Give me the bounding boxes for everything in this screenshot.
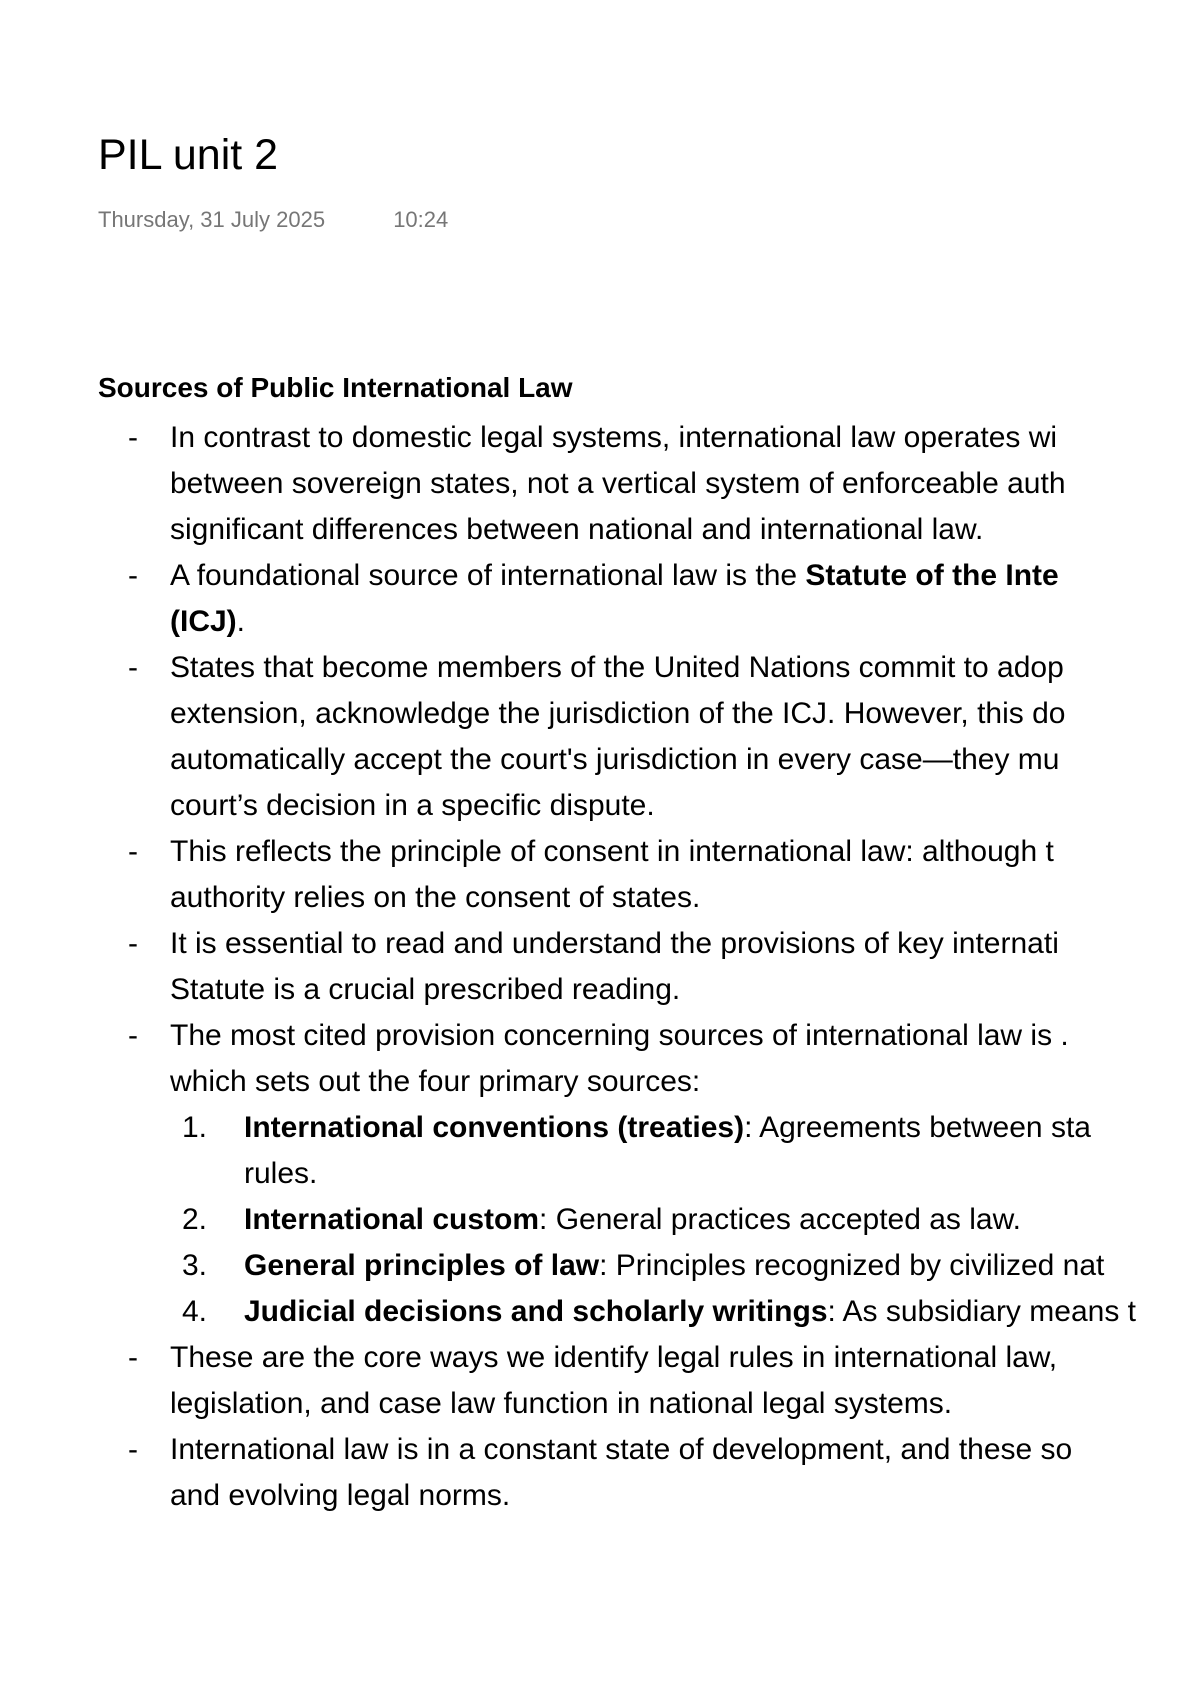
bullet-line: significant differences between national and international law. bbox=[170, 513, 984, 546]
bullet-marker: - bbox=[128, 559, 138, 592]
bullet-item bbox=[98, 553, 1200, 645]
bullet-line: International law is in a constant state of development, and these so bbox=[170, 1433, 1073, 1466]
bullet-marker: - bbox=[128, 421, 138, 454]
sources-list bbox=[98, 1105, 1200, 1335]
bullet-item bbox=[98, 415, 1200, 553]
bullet-line: Statute is a crucial prescribed reading. bbox=[170, 973, 681, 1006]
bullet-line: extension, acknowledge the jurisdiction of the ICJ. However, this do bbox=[170, 697, 1066, 730]
source-number: 1. bbox=[182, 1111, 208, 1144]
bullet-line: which sets out the four primary sources: bbox=[170, 1065, 701, 1098]
bullet-line bbox=[170, 599, 245, 645]
bullet-line: and evolving legal norms. bbox=[170, 1479, 511, 1512]
bullet-line: It is essential to read and understand the provisions of key internati bbox=[170, 927, 1059, 960]
bullet-bold-text: Statute of the Inte bbox=[805, 559, 1059, 592]
source-continuation: rules. bbox=[244, 1157, 318, 1190]
source-term: General principles of law bbox=[244, 1249, 600, 1282]
bullet-line: court’s decision in a specific dispute. bbox=[170, 789, 655, 822]
bullet-line: States that become members of the United Nations commit to adop bbox=[170, 651, 1064, 684]
source-description: : General practices accepted as law. bbox=[539, 1203, 1021, 1236]
source-number: 3. bbox=[182, 1249, 208, 1282]
bullet-item bbox=[98, 921, 1200, 1013]
bullet-marker: - bbox=[128, 1341, 138, 1374]
bullet-text: A foundational source of international law is the bbox=[170, 559, 806, 592]
bullet-item bbox=[98, 1013, 1200, 1105]
note-date: Thursday, 31 July 2025 bbox=[98, 207, 326, 232]
source-line bbox=[244, 1243, 1104, 1289]
bullet-line bbox=[170, 553, 1059, 599]
bullet-line: between sovereign states, not a vertical system of enforceable auth bbox=[170, 467, 1066, 500]
source-term: International custom bbox=[244, 1203, 540, 1236]
source-line bbox=[244, 1289, 1136, 1335]
source-term: Judicial decisions and scholarly writings bbox=[244, 1295, 828, 1328]
bullet-marker: - bbox=[128, 651, 138, 684]
bullet-line: authority relies on the consent of states. bbox=[170, 881, 701, 914]
bullet-line: This reflects the principle of consent in international law: although t bbox=[170, 835, 1054, 868]
bullet-item bbox=[98, 829, 1200, 921]
bullet-marker: - bbox=[128, 1433, 138, 1466]
note-title: PIL unit 2 bbox=[98, 131, 279, 179]
note-body bbox=[98, 415, 1200, 1519]
section-heading: Sources of Public International Law bbox=[98, 372, 573, 403]
bullet-line: legislation, and case law function in national legal systems. bbox=[170, 1387, 953, 1420]
source-item bbox=[98, 1105, 1200, 1197]
bullet-item bbox=[98, 1335, 1200, 1427]
bullet-line: automatically accept the court's jurisdiction in every case—they mu bbox=[170, 743, 1060, 776]
bullet-marker: - bbox=[128, 1019, 138, 1052]
source-description: : Agreements between sta bbox=[744, 1111, 1091, 1144]
source-number: 4. bbox=[182, 1295, 208, 1328]
source-item bbox=[98, 1243, 1200, 1289]
bullet-item bbox=[98, 1427, 1200, 1519]
bullet-text: . bbox=[236, 605, 246, 638]
source-number: 2. bbox=[182, 1203, 208, 1236]
bullet-line: The most cited provision concerning sources of international law is . bbox=[170, 1019, 1069, 1052]
source-term: International conventions (treaties) bbox=[244, 1111, 745, 1144]
source-item bbox=[98, 1289, 1200, 1335]
bullet-marker: - bbox=[128, 835, 138, 868]
source-item bbox=[98, 1197, 1200, 1243]
note-meta bbox=[98, 207, 448, 233]
bullet-line: These are the core ways we identify legal rules in international law, bbox=[170, 1341, 1058, 1374]
note-time: 10:24 bbox=[393, 207, 449, 232]
source-line bbox=[244, 1105, 1091, 1151]
bullet-marker: - bbox=[128, 927, 138, 960]
source-description: : Principles recognized by civilized nat bbox=[599, 1249, 1105, 1282]
bullet-line: In contrast to domestic legal systems, international law operates wi bbox=[170, 421, 1058, 454]
bullet-item bbox=[98, 645, 1200, 829]
source-line bbox=[244, 1197, 1021, 1243]
source-description: : As subsidiary means t bbox=[827, 1295, 1136, 1328]
bullet-bold-text: (ICJ) bbox=[170, 605, 237, 638]
